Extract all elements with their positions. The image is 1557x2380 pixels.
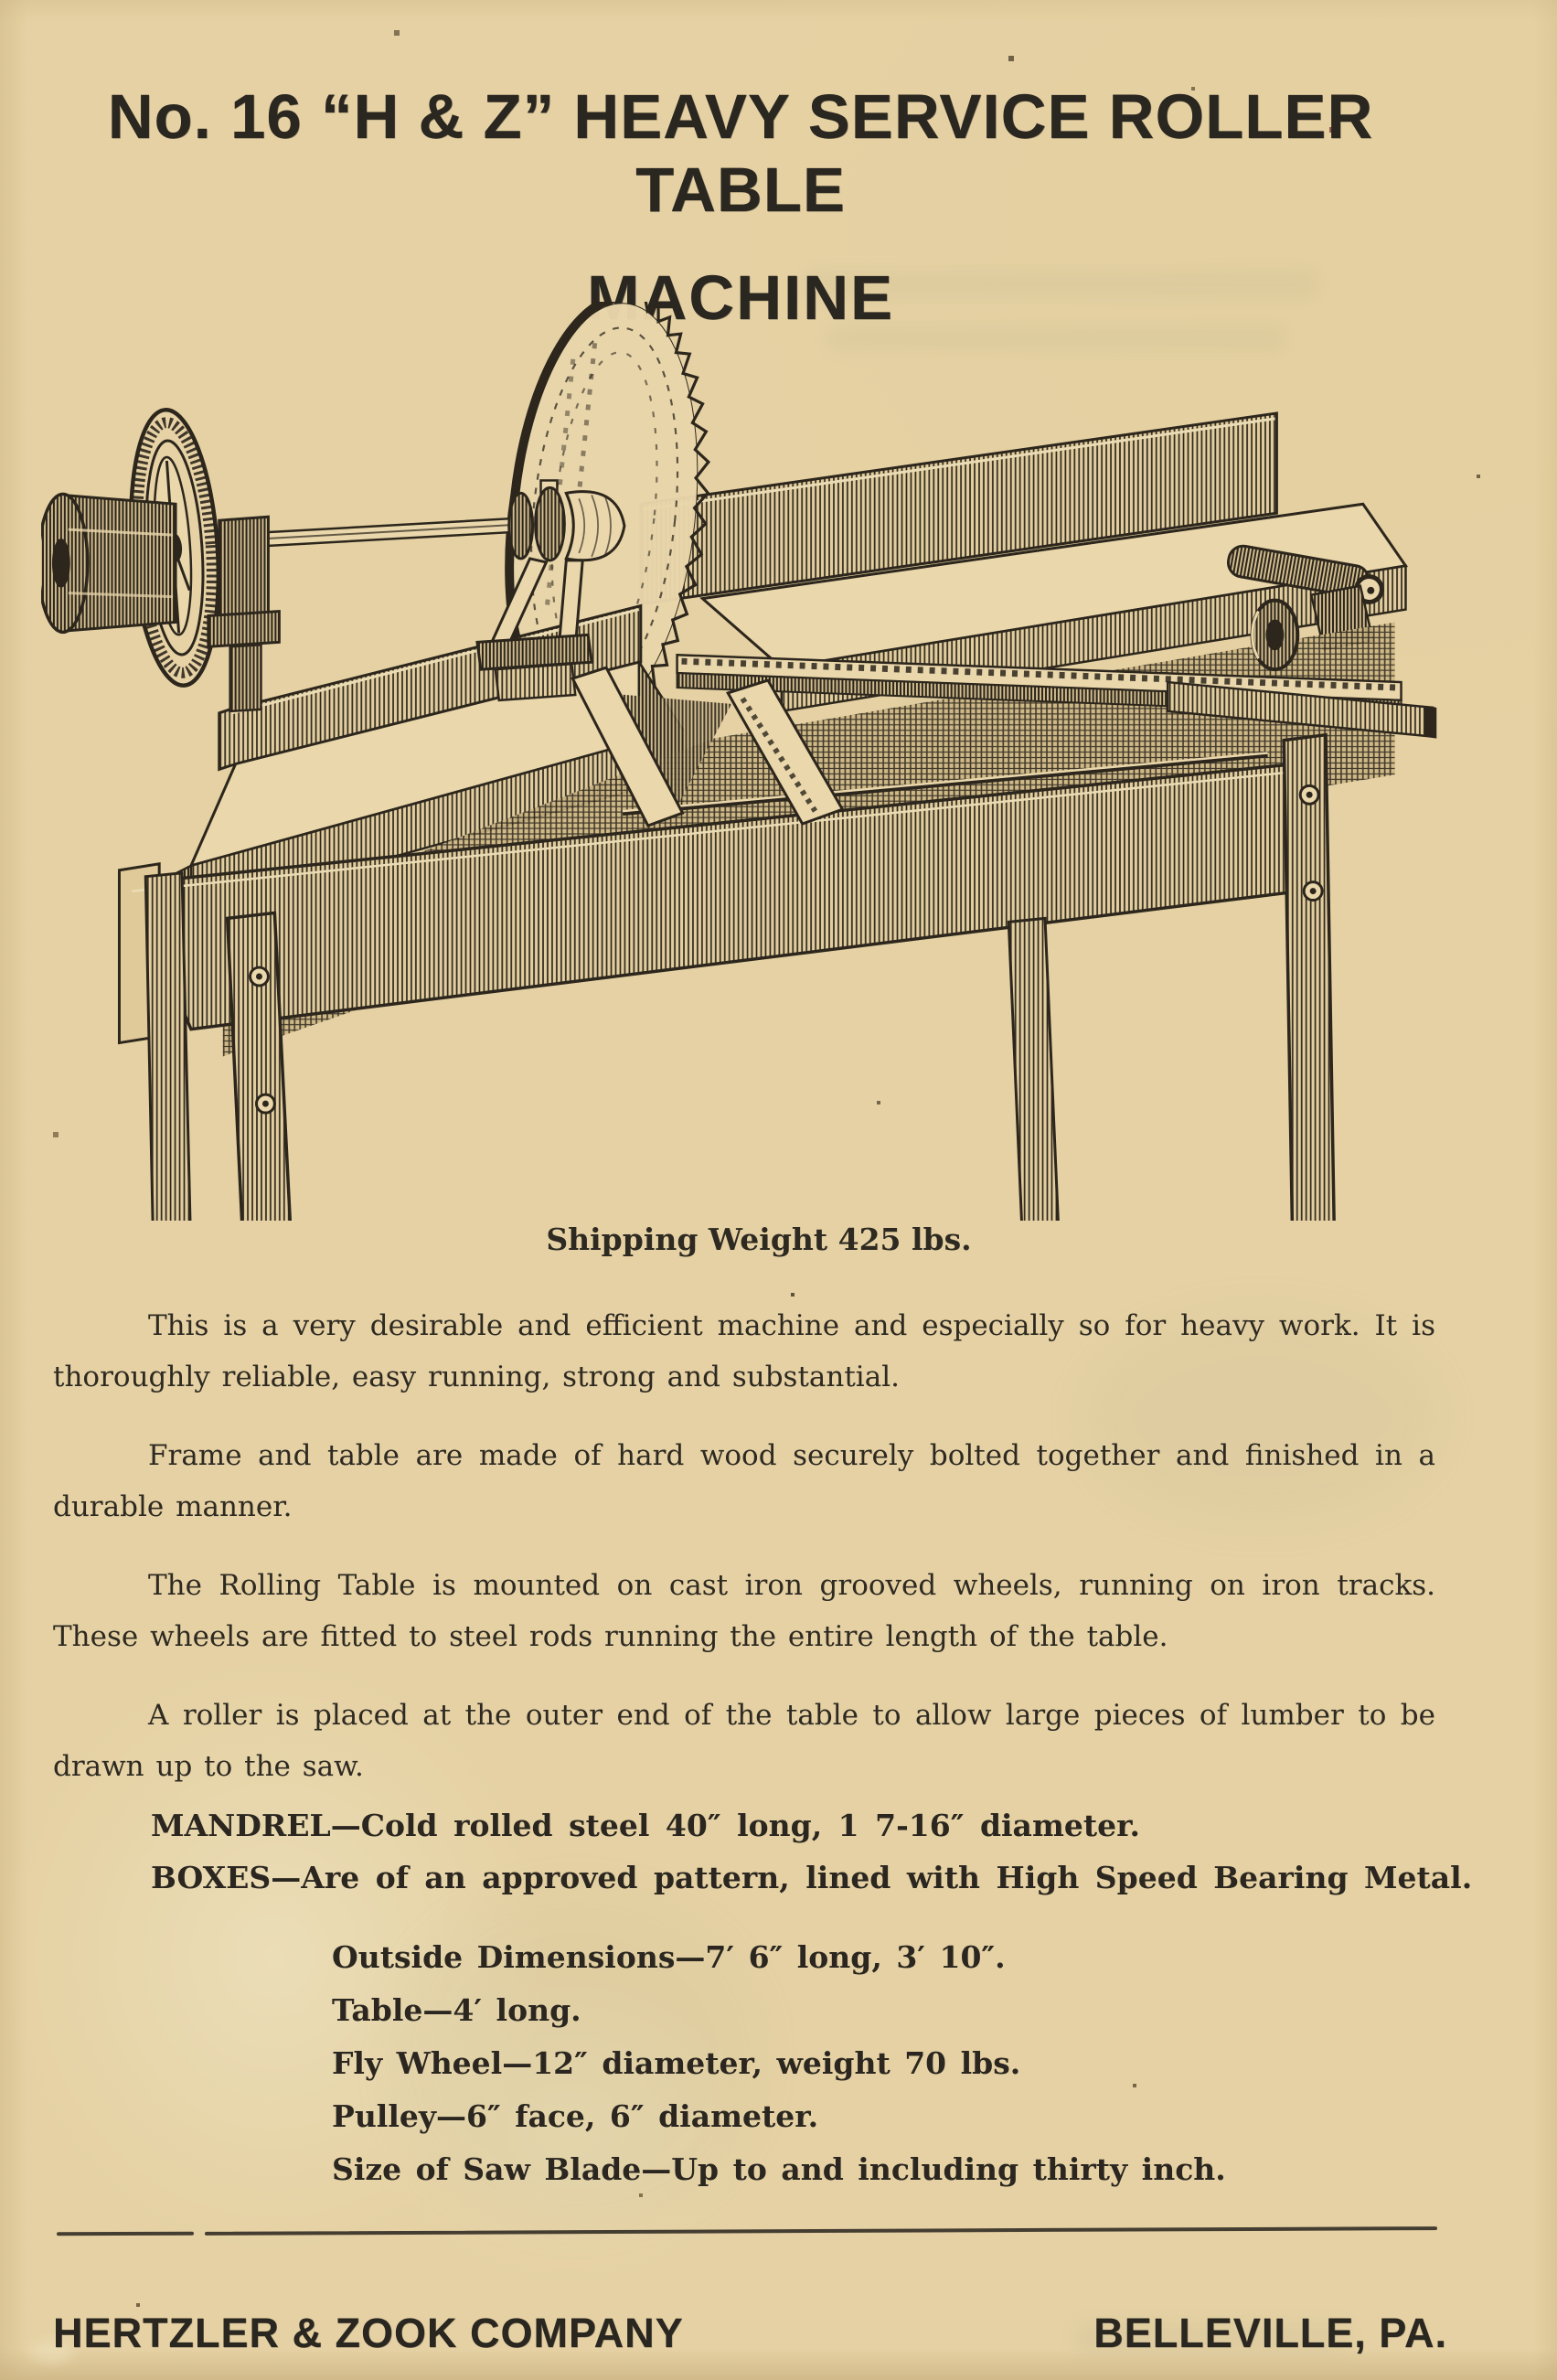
paragraph-rolling-table: The Rolling Table is mounted on cast iron grooved wheels, running on iron tracks. These wheels are fitted to steel rods running the entire length of the table. [53,1569,1435,1653]
shipping-weight-caption: Shipping Weight 425 lbs. [546,1222,972,1257]
leg-middle-right [1008,918,1062,1221]
description-text [53,1300,1435,1820]
spec-fly-wheel: Fly Wheel—12″ diameter, weight 70 lbs. [332,2045,1021,2081]
page-title-line2: MACHINE [587,262,894,333]
paragraph-desirable: This is a very desirable and efficient machine and especially so for heavy work. It is thoroughly reliable, easy running, strong and substantial. [53,1309,1435,1393]
divider-rule [57,2232,194,2236]
left-bearing-block [208,517,280,711]
paragraph-roller: A roller is placed at the outer end of the table to allow large pieces of lumber to be drawn up to the saw. [53,1699,1435,1783]
machine-illustration [41,302,1477,1221]
spec-list [332,1931,1466,2196]
pulley [41,494,176,632]
footer-company: HERTZLER & ZOOK COMPANY [53,2310,684,2356]
spec-outside-dimensions: Outside Dimensions—7′ 6″ long, 3′ 10″. [332,1939,1006,1975]
footer-location: BELLEVILLE, PA. [1093,2310,1447,2356]
page-title-line1: No. 16 “H & Z” HEAVY SERVICE ROLLER TABLE [107,81,1374,225]
grooved-wheel [1253,601,1298,670]
spec-table: Table—4′ long. [332,1992,581,2028]
spec-saw-blade: Size of Saw Blade—Up to and including thirty inch. [332,2151,1226,2187]
paper-specks [0,0,2,2]
leg-far-right [1284,735,1340,1221]
feature-boxes: BOXES—Are of an approved pattern, lined with High Speed Bearing Metal. [151,1860,1473,1895]
page-footer [53,2310,1447,2357]
paragraph-frame: Frame and table are made of hard wood securely bolted together and finished in a durable manner. [53,1439,1435,1523]
page-title [37,80,1445,335]
machine-illustration-svg [41,302,1477,1221]
divider-rule [205,2226,1437,2235]
spec-pulley: Pulley—6″ face, 6″ diameter. [332,2098,819,2134]
feature-mandrel: MANDREL—Cold rolled steel 40″ long, 1 7-16″ diameter. [151,1808,1140,1843]
feature-lines [151,1799,1495,1904]
